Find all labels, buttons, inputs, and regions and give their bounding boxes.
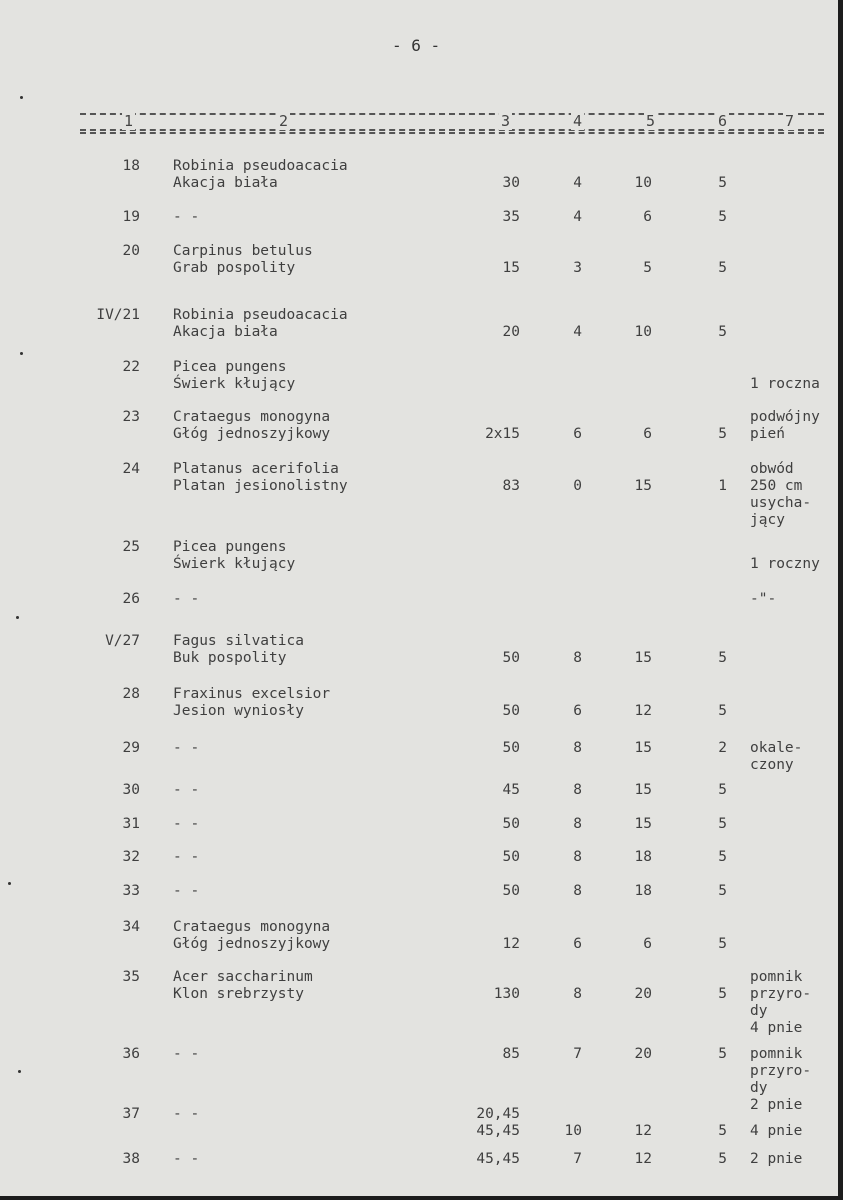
remarks: 1 roczna	[750, 376, 820, 392]
scan-speck	[18, 1070, 21, 1073]
row-number: 37	[122, 1106, 140, 1122]
cell-col4: 3	[573, 260, 582, 276]
species-name: - -	[173, 209, 200, 225]
cell-col6: 5	[718, 936, 727, 952]
cell-col5: 5	[643, 260, 652, 276]
remarks: 2 pnie	[750, 1151, 803, 1167]
cell-col4: 6	[573, 936, 582, 952]
species-name: - -	[173, 591, 200, 607]
cell-col5: 18	[634, 883, 652, 899]
cell-col5: 15	[634, 740, 652, 756]
row-number: 18	[122, 158, 140, 174]
species-name: - -	[173, 816, 200, 832]
row-number: 22	[122, 359, 140, 375]
column-number-7: 7	[785, 112, 795, 130]
row-number: 30	[122, 782, 140, 798]
species-name: Fagus silvatica Buk pospolity	[173, 633, 304, 666]
cell-col4: 6	[573, 703, 582, 719]
scan-speck	[20, 352, 23, 355]
row-number: 31	[122, 816, 140, 832]
cell-col6: 5	[718, 986, 727, 1002]
remarks: 4 pnie	[750, 1123, 803, 1139]
column-number-6: 6	[718, 112, 728, 130]
remarks: pomnik przyro- dy 4 pnie	[750, 969, 812, 1036]
row-number: 34	[122, 919, 140, 935]
species-name: - -	[173, 849, 200, 865]
cell-col6: 5	[718, 324, 727, 340]
species-name: Acer saccharinum Klon srebrzysty	[173, 969, 313, 1002]
cell-col3: 50	[502, 703, 520, 719]
cell-col4: 7	[573, 1046, 582, 1062]
row-number: 29	[122, 740, 140, 756]
cell-col3: 20	[502, 324, 520, 340]
cell-col6: 5	[718, 883, 727, 899]
cell-col6: 1	[718, 478, 727, 494]
cell-col6: 5	[718, 1123, 727, 1139]
cell-col3: 50	[502, 650, 520, 666]
column-number-5: 5	[646, 112, 656, 130]
cell-col6: 5	[718, 426, 727, 442]
cell-col4: 8	[573, 782, 582, 798]
row-number: 35	[122, 969, 140, 985]
remarks: obwód 250 cm usycha- jący	[750, 461, 812, 528]
cell-col4: 8	[573, 849, 582, 865]
species-name: - -	[173, 782, 200, 798]
cell-col3: 50	[502, 849, 520, 865]
cell-col5: 15	[634, 816, 652, 832]
header-rule-top	[80, 113, 824, 115]
cell-col3: 12	[502, 936, 520, 952]
scan-speck	[16, 616, 19, 619]
cell-col3: 30	[502, 175, 520, 191]
page-number: - 6 -	[392, 36, 441, 55]
cell-col4: 8	[573, 650, 582, 666]
cell-col6: 5	[718, 816, 727, 832]
header-rule-bottom-double	[80, 132, 824, 134]
row-number: 36	[122, 1046, 140, 1062]
remarks: okale- czony	[750, 740, 803, 773]
cell-col4: 10	[564, 1123, 582, 1139]
cell-col4: 4	[573, 209, 582, 225]
cell-col3: 15	[502, 260, 520, 276]
cell-col4: 4	[573, 175, 582, 191]
scan-speck	[20, 96, 23, 99]
row-number: 38	[122, 1151, 140, 1167]
cell-col5: 12	[634, 1151, 652, 1167]
cell-col3: 50	[502, 816, 520, 832]
cell-col4: 0	[573, 478, 582, 494]
remarks: pomnik przyro- dy 2 pnie	[750, 1046, 812, 1113]
species-name: Crataegus monogyna Głóg jednoszyjkowy	[173, 409, 331, 442]
row-number: 24	[122, 461, 140, 477]
species-name: Robinia pseudoacacia Akacja biała	[173, 158, 348, 191]
cell-col4: 4	[573, 324, 582, 340]
scan-speck	[8, 882, 11, 885]
cell-col6: 5	[718, 1046, 727, 1062]
cell-col3: 130	[493, 986, 520, 1002]
cell-col3: 50	[502, 883, 520, 899]
cell-col5: 12	[634, 1123, 652, 1139]
species-name: Fraxinus excelsior Jesion wyniosły	[173, 686, 331, 719]
cell-col5: 15	[634, 478, 652, 494]
cell-col6: 5	[718, 782, 727, 798]
cell-col3: 50	[502, 740, 520, 756]
cell-col4: 6	[573, 426, 582, 442]
cell-col6: 5	[718, 1151, 727, 1167]
cell-col4: 8	[573, 816, 582, 832]
row-number: 20	[122, 243, 140, 259]
row-number: 32	[122, 849, 140, 865]
cell-col5: 6	[643, 936, 652, 952]
cell-col4: 8	[573, 740, 582, 756]
cell-col5: 6	[643, 209, 652, 225]
species-name: - -	[173, 1151, 200, 1167]
column-number-4: 4	[573, 112, 583, 130]
cell-col5: 15	[634, 650, 652, 666]
column-number-2: 2	[279, 112, 289, 130]
row-number: 19	[122, 209, 140, 225]
remarks: -"-	[750, 591, 777, 607]
cell-col5: 6	[643, 426, 652, 442]
cell-col3: 2x15	[485, 426, 520, 442]
table-header	[80, 110, 824, 134]
cell-col5: 20	[634, 1046, 652, 1062]
cell-col6: 5	[718, 703, 727, 719]
cell-col5: 10	[634, 324, 652, 340]
cell-col3: 20,45 45,45	[476, 1106, 520, 1139]
column-number-3: 3	[501, 112, 511, 130]
cell-col3: 85	[502, 1046, 520, 1062]
remarks: 1 roczny	[750, 556, 820, 572]
cell-col6: 5	[718, 650, 727, 666]
row-number: 26	[122, 591, 140, 607]
cell-col3: 35	[502, 209, 520, 225]
cell-col4: 8	[573, 883, 582, 899]
cell-col6: 5	[718, 260, 727, 276]
cell-col5: 12	[634, 703, 652, 719]
row-number: 33	[122, 883, 140, 899]
cell-col5: 20	[634, 986, 652, 1002]
cell-col6: 5	[718, 209, 727, 225]
cell-col4: 8	[573, 986, 582, 1002]
species-name: Robinia pseudoacacia Akacja biała	[173, 307, 348, 340]
species-name: Picea pungens Świerk kłujący	[173, 539, 296, 572]
species-name: - -	[173, 883, 200, 899]
species-name: - -	[173, 1106, 200, 1122]
cell-col5: 18	[634, 849, 652, 865]
cell-col5: 10	[634, 175, 652, 191]
species-name: Carpinus betulus Grab pospolity	[173, 243, 313, 276]
cell-col3: 83	[502, 478, 520, 494]
row-number: V/27	[105, 633, 140, 649]
cell-col6: 5	[718, 175, 727, 191]
cell-col6: 2	[718, 740, 727, 756]
row-number: 23	[122, 409, 140, 425]
cell-col3: 45	[502, 782, 520, 798]
column-number-1: 1	[124, 112, 134, 130]
remarks: podwójny pień	[750, 409, 820, 442]
row-number: IV/21	[96, 307, 140, 323]
species-name: - -	[173, 1046, 200, 1062]
species-name: Crataegus monogyna Głóg jednoszyjkowy	[173, 919, 331, 952]
species-name: Picea pungens Świerk kłujący	[173, 359, 296, 392]
row-number: 25	[122, 539, 140, 555]
cell-col6: 5	[718, 849, 727, 865]
cell-col3: 45,45	[476, 1151, 520, 1167]
header-rule-bottom	[80, 129, 824, 131]
cell-col5: 15	[634, 782, 652, 798]
row-number: 28	[122, 686, 140, 702]
species-name: Platanus acerifolia Platan jesionolistny	[173, 461, 348, 494]
species-name: - -	[173, 740, 200, 756]
cell-col4: 7	[573, 1151, 582, 1167]
